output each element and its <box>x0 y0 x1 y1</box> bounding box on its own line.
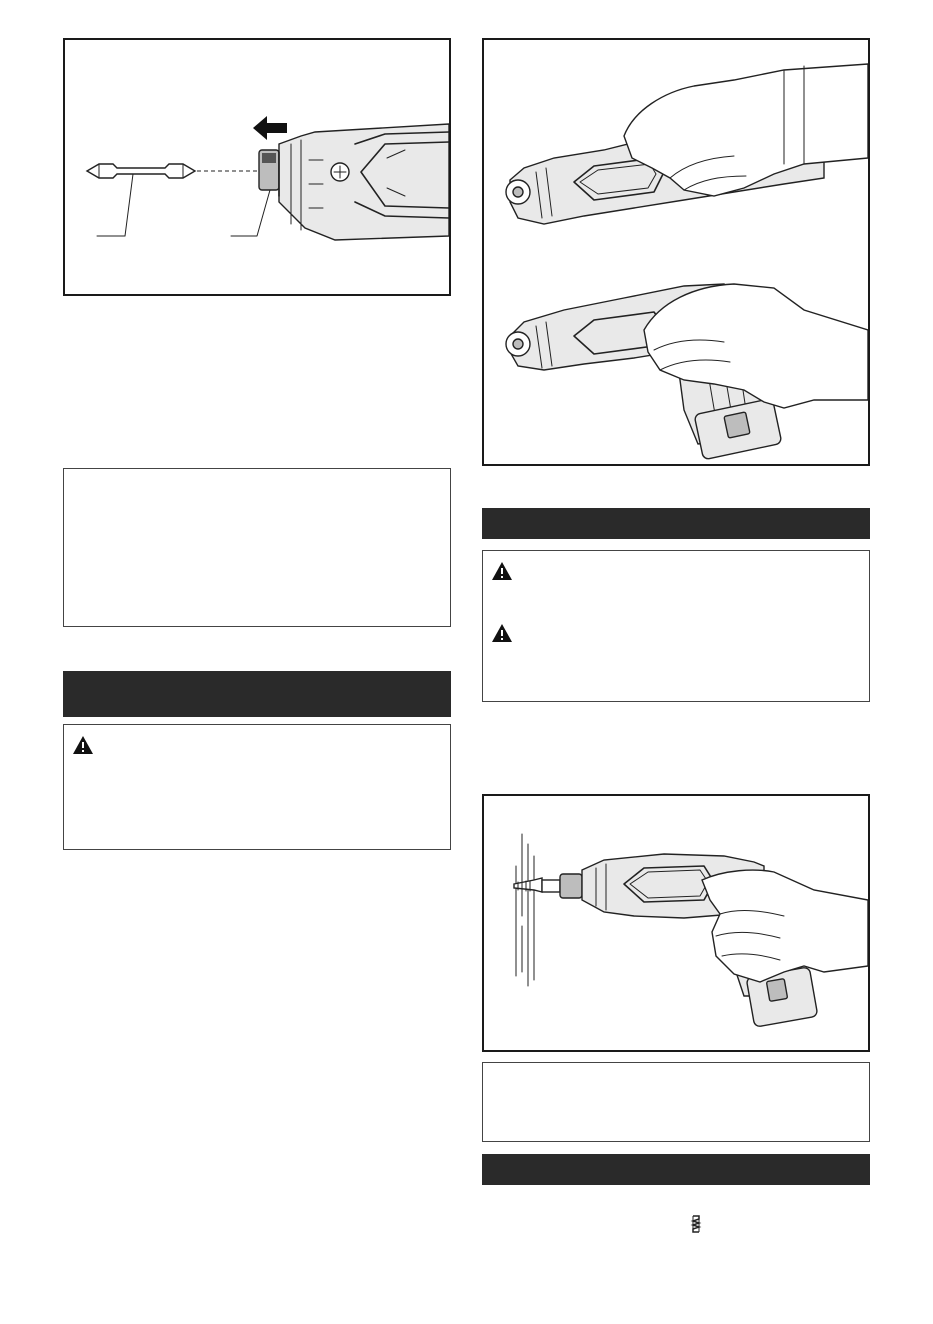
warning-box-left <box>63 724 451 850</box>
warning-triangle-icon <box>491 561 513 581</box>
figure-grip-positions <box>482 38 870 466</box>
tool-grip-positions-figure <box>484 40 868 464</box>
straight-grip-illustration <box>506 64 868 224</box>
section-header-bar-left <box>63 671 451 717</box>
warning-triangle-icon <box>491 623 513 643</box>
section-header-bar-right <box>482 508 870 539</box>
bit-indicator-icon <box>690 1215 702 1233</box>
bit-installation-figure <box>65 40 449 294</box>
figure-bit-installation <box>63 38 451 296</box>
bit-illustration <box>87 164 195 178</box>
section-header-bar-bottom <box>482 1154 870 1185</box>
warning-triangle-icon <box>72 735 94 755</box>
note-box-left <box>63 468 451 627</box>
note-box-right <box>482 1062 870 1142</box>
pistol-grip-illustration <box>506 284 868 460</box>
figure-screwdriving <box>482 794 870 1052</box>
warning-box-right <box>482 550 870 702</box>
wall-illustration <box>516 834 534 986</box>
screwdriving-operation-figure <box>484 796 868 1050</box>
